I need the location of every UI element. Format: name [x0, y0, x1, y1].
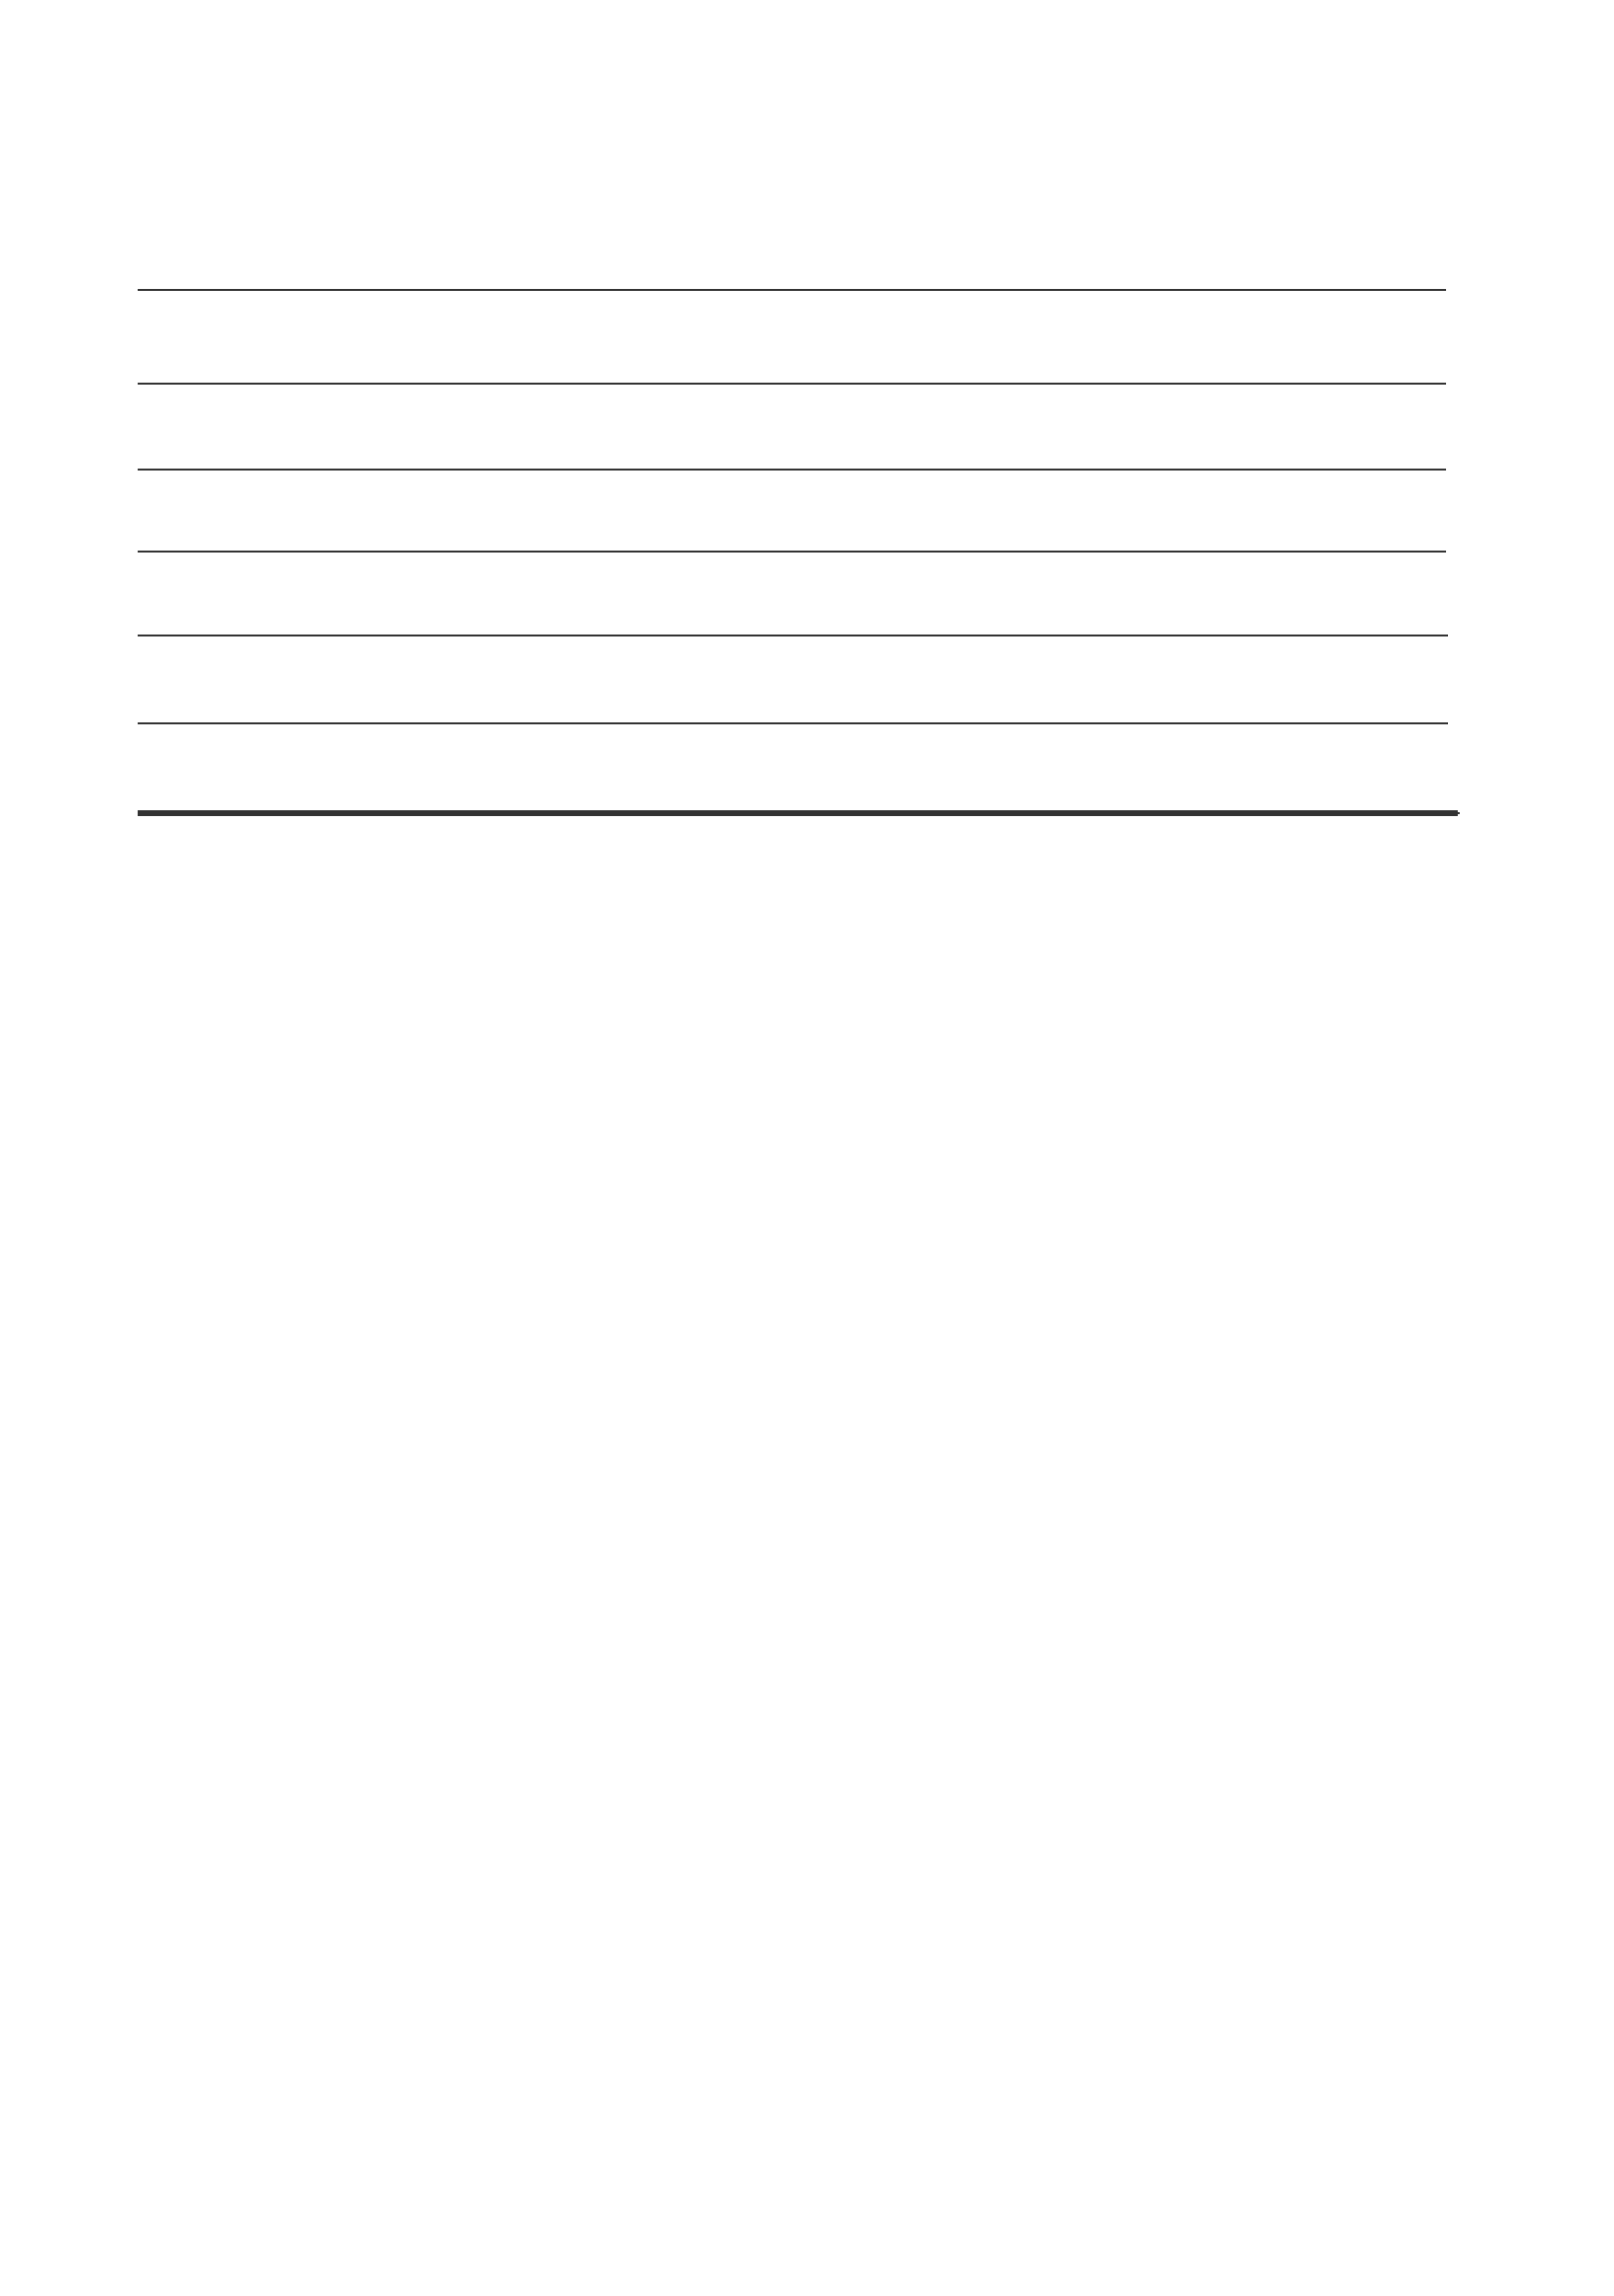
resolution-table	[138, 289, 1460, 2173]
